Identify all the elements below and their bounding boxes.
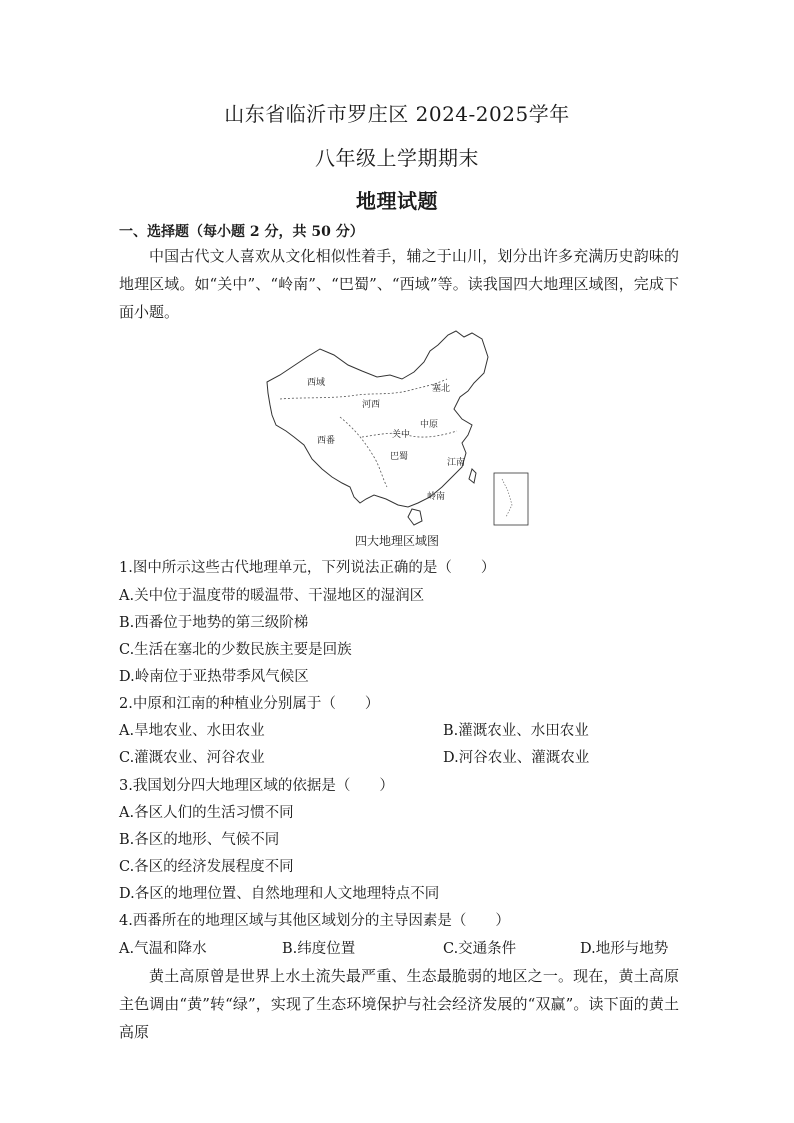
q2-option-c: C.灌溉农业、河谷农业 xyxy=(119,750,265,766)
label-saibei: 塞北 xyxy=(432,384,451,394)
label-jiangnan: 江南 xyxy=(447,458,466,468)
intro-paragraph-2: 黄土高原曾是世界上水土流失最严重、生态最脆弱的地区之一。现在，黄土高原主色调由“黄”转“绿”，实现了生态环境保护与社会经济发展的“双赢”。读下面的黄土高原 xyxy=(119,967,679,1041)
q3-option-d: D.各区的地理位置、自然地理和人文地理特点不同 xyxy=(119,886,440,902)
question-3-stem: 3.我国划分四大地理区域的依据是（ ） xyxy=(119,778,394,794)
question-1-stem: 1.图中所示这些古代地理单元，下列说法正确的是（ ） xyxy=(119,560,496,576)
china-regions-map xyxy=(262,327,532,532)
map-caption: 四大地理区域图 xyxy=(354,534,439,548)
label-guanzhong: 关中 xyxy=(392,430,411,440)
question-4-stem: 4.西番所在的地理区域与其他区域划分的主导因素是（ ） xyxy=(119,913,510,929)
label-lingnan: 岭南 xyxy=(427,492,446,502)
q1-option-b: B.西番位于地势的第三级阶梯 xyxy=(119,615,309,631)
label-zhongyuan: 中原 xyxy=(420,420,439,430)
label-hexi: 河西 xyxy=(362,400,381,410)
region-boundaries xyxy=(280,379,457,487)
q2-option-a: A.旱地农业、水田农业 xyxy=(119,723,265,739)
label-bashu: 巴蜀 xyxy=(390,452,409,462)
q1-option-d: D.岭南位于亚热带季风气候区 xyxy=(119,669,309,685)
exam-subject: 地理试题 xyxy=(356,189,438,213)
map-outline xyxy=(267,331,488,525)
exam-title-line1: 山东省临沂市罗庄区 2024-2025学年 xyxy=(224,102,570,126)
exam-title-line2: 八年级上学期期末 xyxy=(315,146,479,170)
inset-box xyxy=(494,473,528,525)
q3-option-b: B.各区的地形、气候不同 xyxy=(119,832,280,848)
label-xifan: 西番 xyxy=(317,436,336,446)
q2-option-b: B.灌溉农业、水田农业 xyxy=(443,723,589,739)
q3-option-a: A.各区人们的生活习惯不同 xyxy=(119,805,294,821)
q1-option-c: C.生活在塞北的少数民族主要是回族 xyxy=(119,642,352,658)
label-xiyu: 西域 xyxy=(307,378,326,388)
q1-option-a: A.关中位于温度带的暖温带、干湿地区的湿润区 xyxy=(119,588,425,604)
question-2-stem: 2.中原和江南的种植业分别属于（ ） xyxy=(119,696,380,712)
section-heading: 一、选择题（每小题 2 分，共 50 分） xyxy=(119,224,364,240)
q4-option-a: A.气温和降水 xyxy=(119,941,207,957)
q4-option-d: D.地形与地势 xyxy=(580,941,669,957)
intro-paragraph-1: 中国古代文人喜欢从文化相似性着手，辅之于山川，划分出许多充满历史韵味的地理区域。如“关中”、“岭南”、“巴蜀”、“西域”等。读我国四大地理区域图，完成下面小题。 xyxy=(119,247,679,321)
q4-option-b: B.纬度位置 xyxy=(282,941,356,957)
q4-option-c: C.交通条件 xyxy=(443,941,517,957)
q3-option-c: C.各区的经济发展程度不同 xyxy=(119,859,294,875)
q2-option-d: D.河谷农业、灌溉农业 xyxy=(443,750,590,766)
